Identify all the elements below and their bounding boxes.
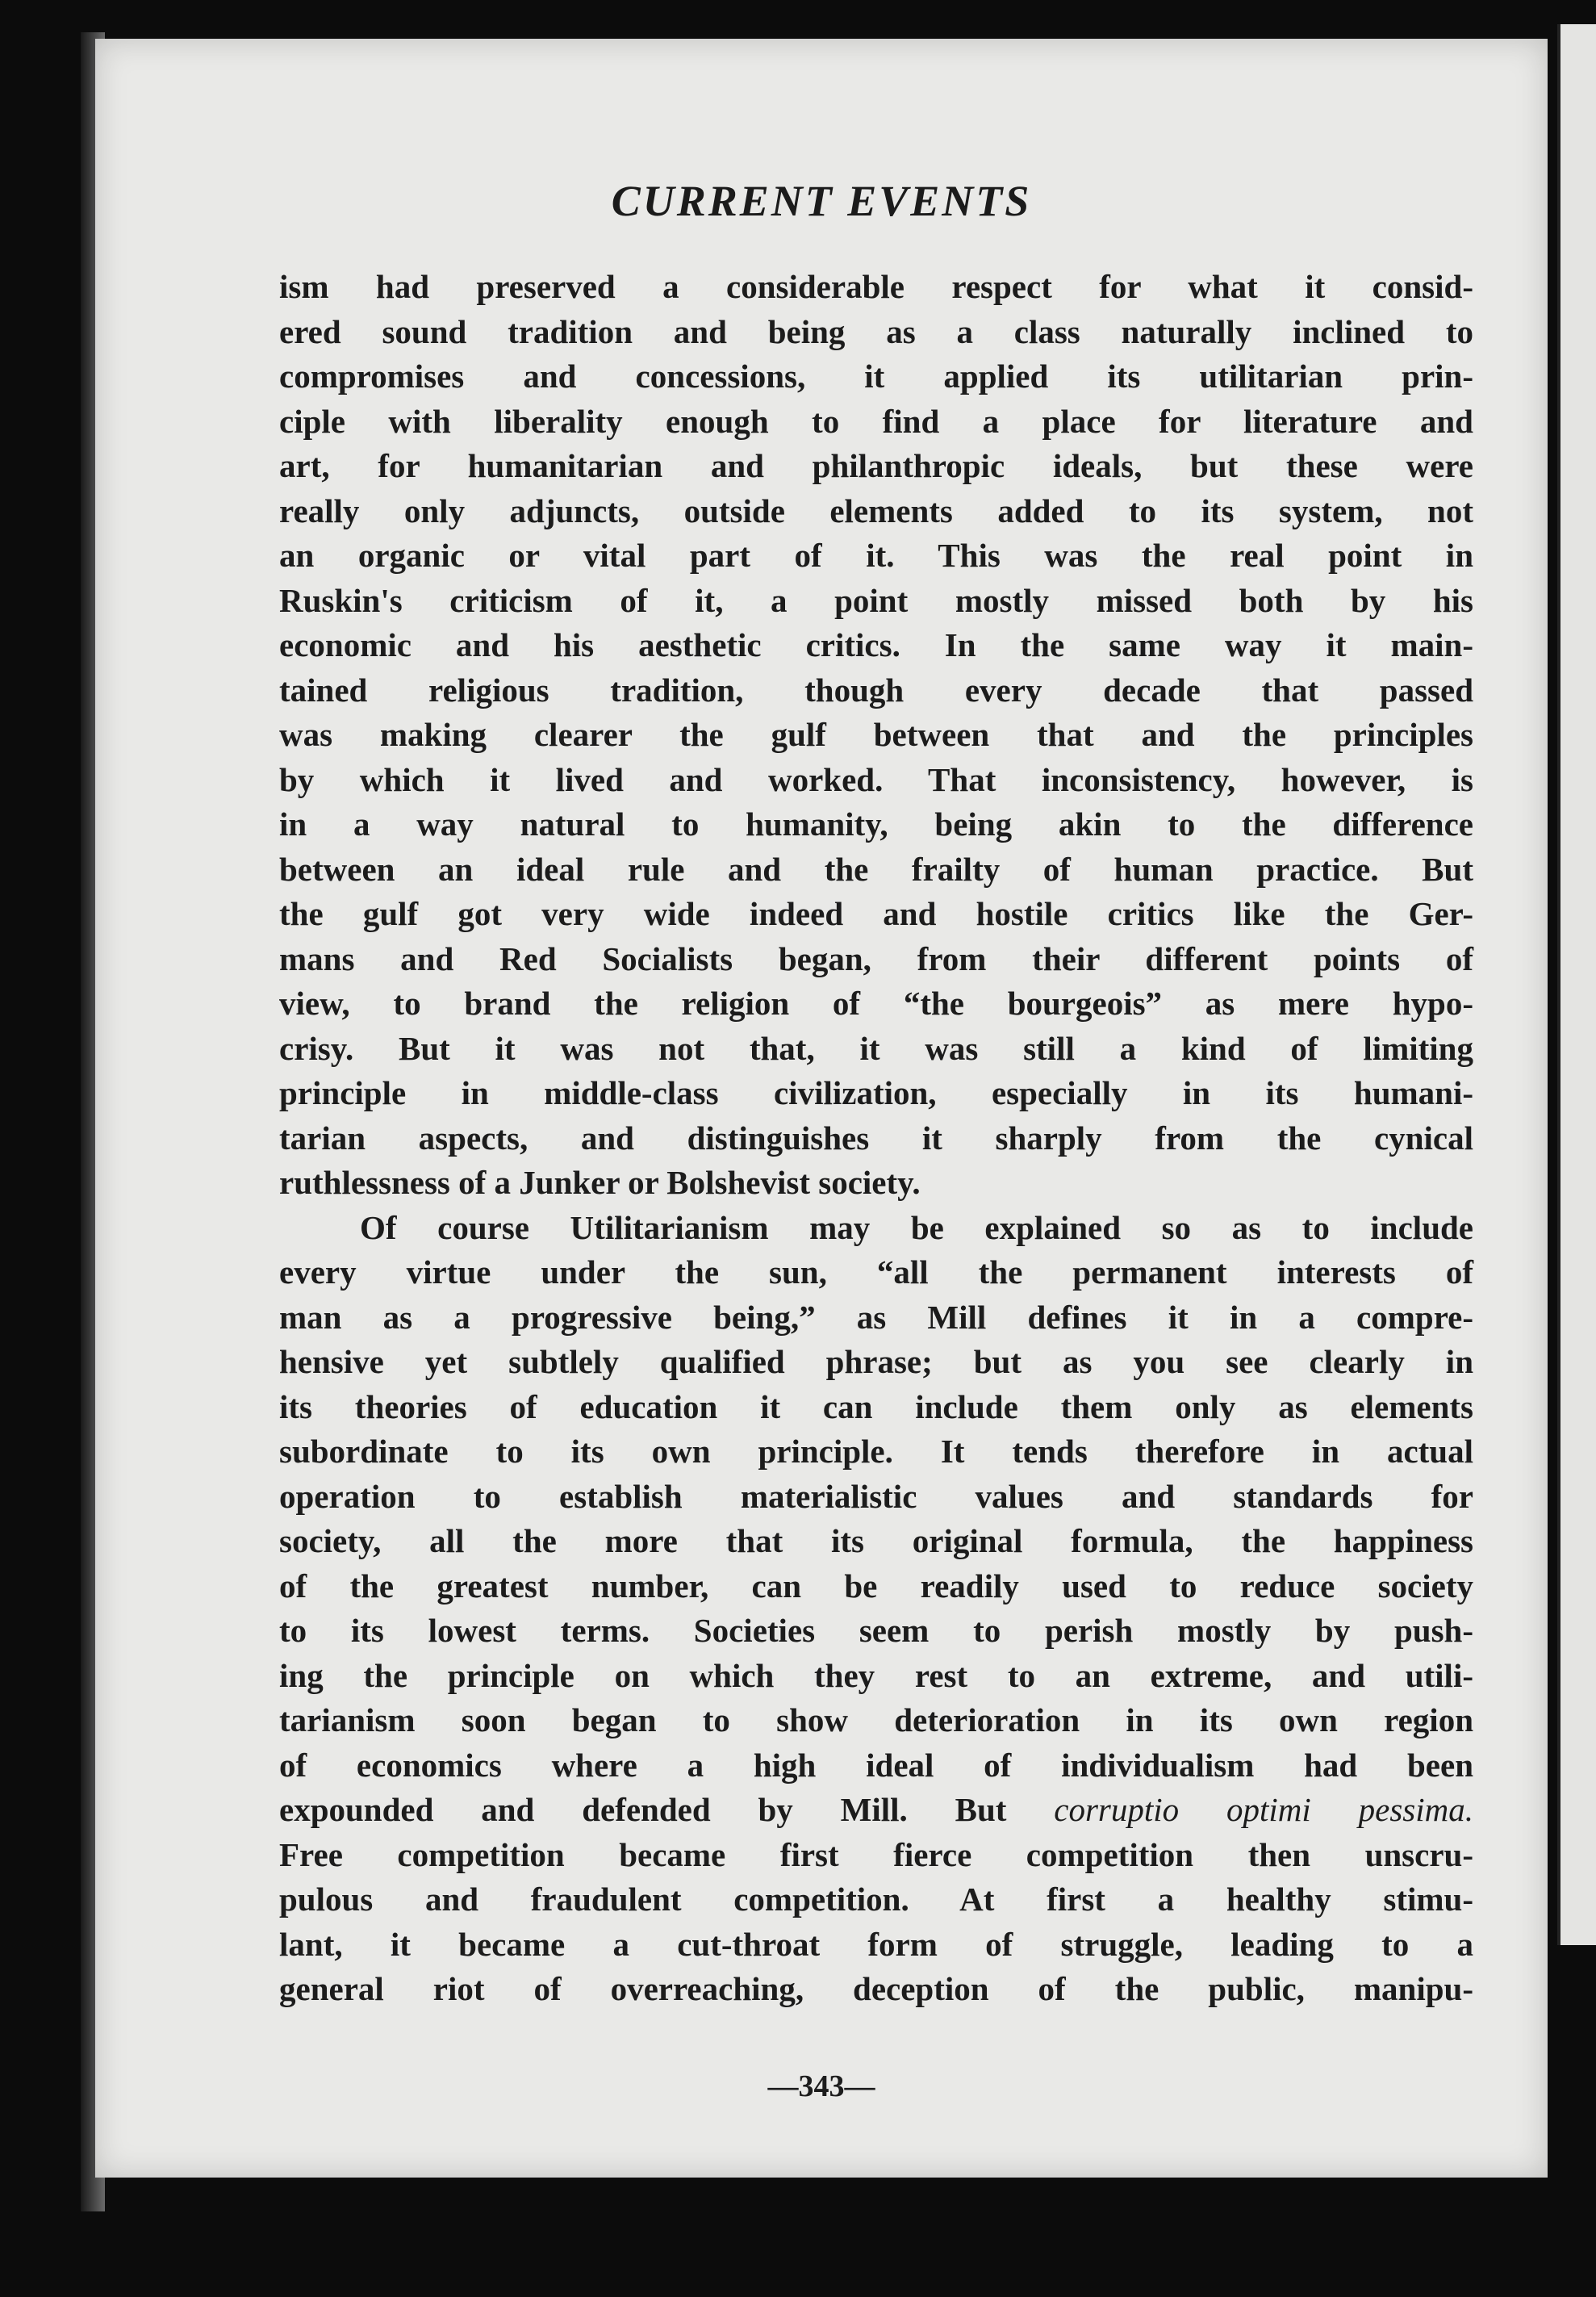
text-line: man as a progressive being,” as Mill defines it in a compre- [279, 1298, 1473, 1336]
text-line: pulous and fraudulent competition. At first a healthy stimu- [279, 1881, 1473, 1918]
text-line: lant, it became a cut-throat form of struggle, leading to a [279, 1925, 1473, 1963]
text-line: in a way natural to humanity, being akin to the difference [279, 805, 1473, 843]
paragraph-1 [279, 265, 1473, 1206]
text-line: tained religious tradition, though every decade that passed [279, 671, 1473, 709]
text-line: of the greatest number, can be readily used to reduce society [279, 1567, 1473, 1605]
text-line: really only adjuncts, outside elements added to its system, not [279, 492, 1473, 529]
text-line: art, for humanitarian and philanthropic ideals, but these were [279, 447, 1473, 484]
text-line: principle in middle-class civilization, especially in its humani- [279, 1074, 1473, 1111]
text-line: every virtue under the sun, “all the permanent interests of [279, 1253, 1473, 1291]
text-line: its theories of education it can include them only as elements [279, 1387, 1473, 1425]
text-line: Ruskin's criticism of it, a point mostly missed both by his [279, 581, 1473, 619]
text-line: an organic or vital part of it. This was the real point in [279, 537, 1473, 574]
text-line: by which it lived and worked. That inconsistency, however, is [279, 760, 1473, 798]
text-line: Free competition became first fierce competition then unscru- [279, 1835, 1473, 1873]
text-line: was making clearer the gulf between that and the principles [279, 716, 1473, 753]
text-line: compromises and concessions, it applied its utilitarian prin- [279, 358, 1473, 395]
running-head: CURRENT EVENTS [611, 177, 1032, 225]
text-line: economic and his aesthetic critics. In the same way it main- [279, 626, 1473, 663]
book-page [95, 39, 1548, 2178]
text-line: mans and Red Socialists began, from their different points of [279, 939, 1473, 977]
text-line: society, all the more that its original formula, the happiness [279, 1522, 1473, 1559]
text-line: tarian aspects, and distinguishes it sharply from the cynical [279, 1119, 1473, 1157]
text-line: ciple with liberality enough to find a place for literature and [279, 402, 1473, 440]
text-line: hensive yet subtlely qualified phrase; but as you see clearly in [279, 1343, 1473, 1380]
text-line: subordinate to its own principle. It tends therefore in actual [279, 1433, 1473, 1470]
facing-page-edge [1557, 24, 1596, 1945]
text-line: to its lowest terms. Societies seem to perish mostly by push- [279, 1612, 1473, 1649]
text-line: the gulf got very wide indeed and hostile critics like the Ger- [279, 895, 1473, 932]
text-line: Of course Utilitarianism may be explained so as to include [360, 1208, 1473, 1246]
text-line: view, to brand the religion of “the bourgeois” as mere hypo- [279, 985, 1473, 1022]
text-line: tarianism soon began to show deterioration in its own region [279, 1701, 1473, 1738]
page-number: —343— [767, 2069, 875, 2103]
text-line: ism had preserved a considerable respect for what it consid- [279, 268, 1473, 305]
text-line: operation to establish materialistic values and standards for [279, 1477, 1473, 1515]
text-line: of economics where a high ideal of individualism had been [279, 1746, 1473, 1784]
text-line: ruthlessness of a Junker or Bolshevist society. [279, 1164, 921, 1201]
latin-phrase: corruptio optimi pessima. [1054, 1791, 1473, 1828]
body-text [279, 265, 1473, 2012]
text-line: crisy. But it was not that, it was still a kind of limiting [279, 1029, 1473, 1067]
text-line: ered sound tradition and being as a class naturally inclined to [279, 312, 1473, 350]
paragraph-2 [279, 1206, 1473, 2012]
text-line: expounded and defended by Mill. But corruptio optimi pessima. [279, 1791, 1473, 1828]
text-line: between an ideal rule and the frailty of human practice. But [279, 850, 1473, 888]
text-line: ing the principle on which they rest to an extreme, and utili- [279, 1656, 1473, 1694]
text-line: general riot of overreaching, deception of the public, manipu- [279, 1970, 1473, 2007]
